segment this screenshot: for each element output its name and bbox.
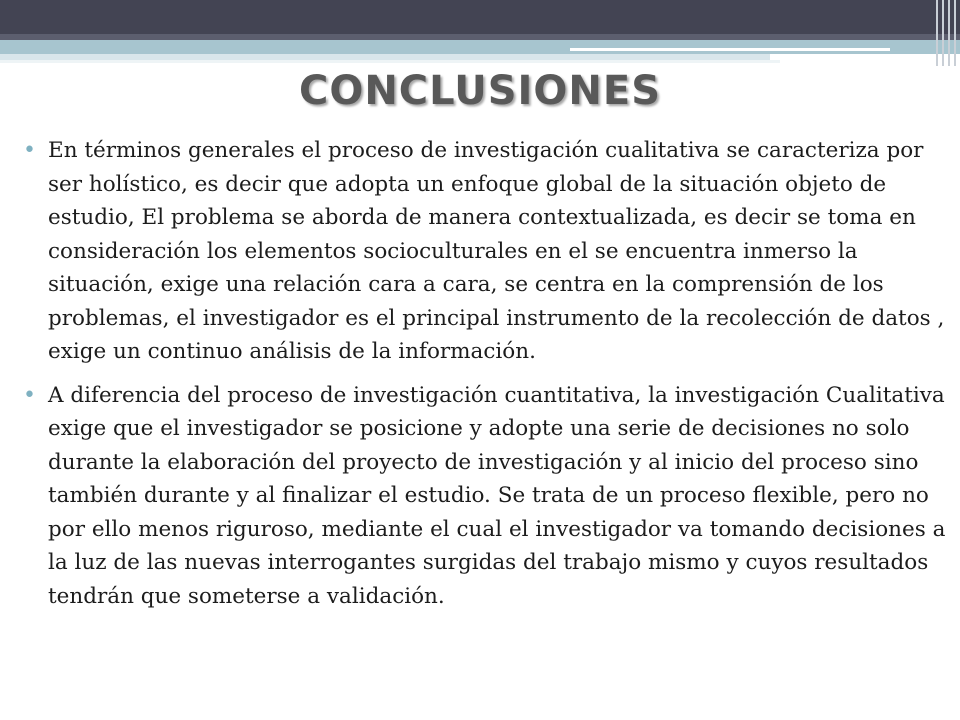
bullet-item <box>20 379 948 614</box>
bullet-item <box>20 134 948 369</box>
header-bar <box>0 0 960 34</box>
accent-line-secondary <box>0 60 780 63</box>
bullet-list <box>20 134 948 623</box>
corner-stripes-decoration <box>932 0 960 66</box>
slide-title: CONCLUSIONES <box>298 68 662 114</box>
bullet-text: A diferencia del proceso de investigación cuantitativa, la investigación Cualitativa exige que el investigador se posicione y adopte una serie de decisiones no solo durante la elaboración del proyecto de investigación y al inicio del proceso sino también durante y al finalizar el estudio. Se trata de un proceso flexible, pero no por ello menos riguroso, mediante el cual el investigador va tomando decisiones a la luz de las nuevas interrogantes surgidas del trabajo mismo y cuyos resultados tendrán que someterse a validación. <box>48 382 946 609</box>
bullet-icon: • <box>23 138 36 163</box>
bullet-icon: • <box>23 382 36 408</box>
accent-band <box>0 40 960 54</box>
bullet-text: En términos generales el proceso de investigación cualitativa se caracteriza por ser holístico, es decir que adopta un enfoque global de la situación objeto de estudio, El problema se aborda de manera contextualizada, es decir se toma en consideración los elementos socioculturales en el se encuentra inmerso la situación, exige una relación cara a cara, se centra en la comprensión de los problemas, el investigador es el principal instrumento de la recolección de datos , exige un continuo análisis de la información. <box>48 138 945 364</box>
